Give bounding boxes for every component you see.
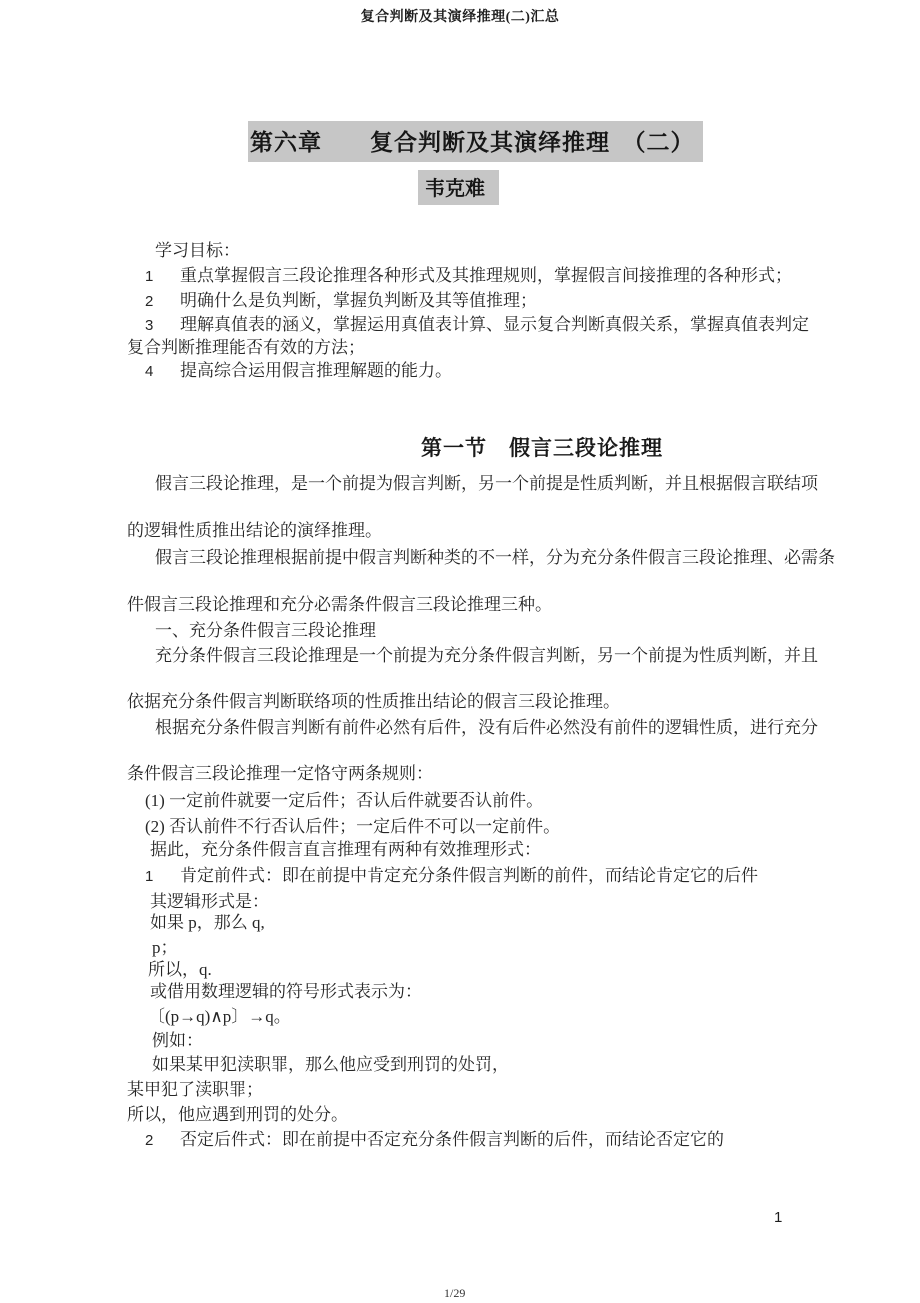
list-item-text: 重点掌握假言三段论推理各种形式及其推理规则，掌握假言间接推理的各种形式；: [180, 266, 792, 285]
document-line: 如果某甲犯渎职罪，那么他应受到刑罚的处罚，: [152, 1055, 509, 1074]
list-number: 2: [145, 293, 154, 310]
pagination-indicator: 1/29: [444, 1286, 466, 1300]
document-line: [145, 315, 809, 336]
list-number: 1: [145, 868, 154, 885]
document-line: 如果 p，那么 q,: [150, 913, 265, 932]
document-line: 假言三段论推理，是一个前提为假言判断，另一个前提是性质判断，并且根据假言联结项: [155, 474, 818, 493]
document-line: 所以，他应遇到刑罚的处分。: [127, 1105, 348, 1124]
chapter-title: 第六章 复合判断及其演绎推理 （二）: [248, 121, 703, 162]
list-number: 2: [145, 1132, 154, 1149]
document-line: 或借用数理逻辑的符号形式表示为：: [150, 982, 422, 1001]
document-line: p；: [152, 938, 178, 957]
list-item-text: 否定后件式：即在前提中否定充分条件假言判断的后件，而结论否定它的: [180, 1130, 724, 1149]
document-line: [145, 266, 792, 287]
document-line: 件假言三段论推理和充分必需条件假言三段论推理三种。: [127, 595, 552, 614]
document-line: [145, 1130, 724, 1151]
document-line: 假言三段论推理根据前提中假言判断种类的不一样，分为充分条件假言三段论推理、必需条: [155, 548, 835, 567]
list-item-text: 肯定前件式：即在前提中肯定充分条件假言判断的前件，而结论肯定它的后件: [180, 866, 758, 885]
document-line: [145, 866, 758, 887]
document-line: 某甲犯了渎职罪；: [127, 1080, 263, 1099]
section-heading: 第一节 假言三段论推理: [421, 436, 663, 460]
document-line: 例如：: [152, 1031, 203, 1050]
document-header-title: 复合判断及其演绎推理(二)汇总: [360, 10, 560, 25]
document-line: 据此，充分条件假言直言推理有两种有效推理形式：: [150, 840, 541, 859]
list-item-text: 提高综合运用假言推理解题的能力。: [180, 361, 452, 380]
document-line: 根据充分条件假言判断有前件必然有后件，没有后件必然没有前件的逻辑性质，进行充分: [155, 718, 818, 737]
list-number: 1: [145, 268, 154, 285]
list-number: 3: [145, 317, 154, 334]
document-line: 充分条件假言三段论推理是一个前提为充分条件假言判断，另一个前提为性质判断，并且: [155, 646, 818, 665]
list-item-text: 明确什么是负判断，掌握负判断及其等值推理；: [180, 291, 537, 310]
list-number: 4: [145, 363, 154, 380]
page-number: 1: [774, 1209, 783, 1226]
document-line: 所以，q.: [148, 960, 212, 979]
author-name: 韦克难: [418, 170, 499, 205]
document-line: 学习目标：: [155, 241, 240, 260]
document-line: 依据充分条件假言判断联络项的性质推出结论的假言三段论推理。: [127, 692, 620, 711]
document-line: 的逻辑性质推出结论的演绎推理。: [127, 521, 382, 540]
document-line: [145, 361, 452, 382]
list-item-text: 理解真值表的涵义，掌握运用真值表计算、显示复合判断真假关系，掌握真值表判定: [180, 315, 809, 334]
document-line: 其逻辑形式是：: [150, 892, 269, 911]
document-line: 条件假言三段论推理一定恪守两条规则：: [127, 764, 433, 783]
document-line: (2) 否认前件不行否认后件；一定后件不可以一定前件。: [145, 817, 561, 836]
document-line: 〔(p→q)∧p〕→q。: [148, 1007, 291, 1026]
document-line: 一、充分条件假言三段论推理: [155, 621, 376, 640]
document-line: 复合判断推理能否有效的方法；: [127, 338, 365, 357]
document-line: [145, 291, 537, 312]
document-line: (1) 一定前件就要一定后件；否认后件就要否认前件。: [145, 791, 544, 810]
